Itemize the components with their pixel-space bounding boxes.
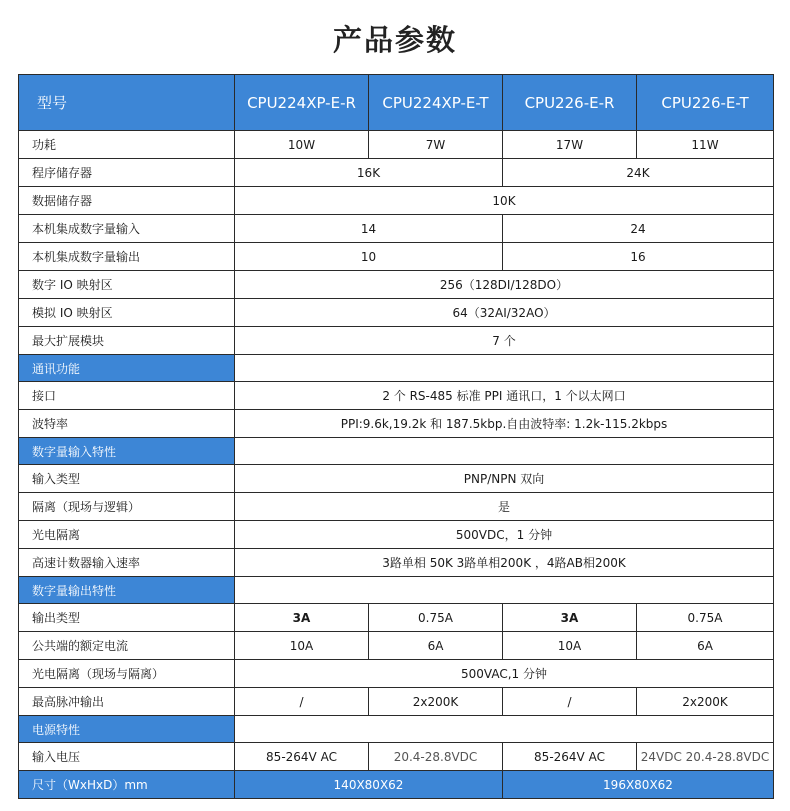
cell-value: 3A bbox=[503, 604, 637, 632]
cell-value: 10A bbox=[235, 632, 369, 660]
cell-value: 2x200K bbox=[637, 688, 774, 716]
cell-value: 196X80X62 bbox=[503, 771, 774, 799]
table-row bbox=[19, 549, 774, 577]
cell-value: PPI:9.6k,19.2k 和 187.5kbp.自由波特率: 1.2k-115.2kbps bbox=[235, 410, 774, 438]
cell-value: 0.75A bbox=[369, 604, 503, 632]
table-row bbox=[19, 243, 774, 271]
header-label: 型号 bbox=[19, 75, 235, 131]
row-label-max-expansion: 最大扩展模块 bbox=[19, 327, 235, 355]
row-label-digital-output: 本机集成数字量输出 bbox=[19, 243, 235, 271]
model-cpu226-e-t: CPU226-E-T bbox=[637, 75, 774, 131]
cell-value: / bbox=[503, 688, 637, 716]
cell-value: 256（128DI/128DO） bbox=[235, 271, 774, 299]
cell-value: 24 bbox=[503, 215, 774, 243]
table-row bbox=[19, 743, 774, 771]
table-row bbox=[19, 493, 774, 521]
cell-value: 7 个 bbox=[235, 327, 774, 355]
page-title: 产品参数 bbox=[332, 23, 457, 57]
section-header-communication bbox=[19, 355, 774, 382]
cell-value: 2 个 RS-485 标准 PPI 通讯口，1 个以太网口 bbox=[235, 382, 774, 410]
table-row-dimensions bbox=[19, 771, 774, 799]
section-header-power bbox=[19, 716, 774, 743]
table-row bbox=[19, 604, 774, 632]
row-label-input-voltage: 输入电压 bbox=[19, 743, 235, 771]
cell-value: 24K bbox=[503, 159, 774, 187]
cell-value: 85-264V AC bbox=[235, 743, 369, 771]
cell-value: 16K bbox=[235, 159, 503, 187]
row-label-dio-map: 数字 IO 映射区 bbox=[19, 271, 235, 299]
cell-value: 64（32AI/32AO） bbox=[235, 299, 774, 327]
table-header-row bbox=[19, 75, 774, 131]
row-label-input-type: 输入类型 bbox=[19, 465, 235, 493]
section-blank bbox=[235, 577, 774, 604]
table-row bbox=[19, 521, 774, 549]
row-label-max-pulse: 最高脉冲输出 bbox=[19, 688, 235, 716]
table-row bbox=[19, 299, 774, 327]
row-label-data-memory: 数据储存器 bbox=[19, 187, 235, 215]
cell-value: 17W bbox=[503, 131, 637, 159]
model-cpu224xp-e-t: CPU224XP-E-T bbox=[369, 75, 503, 131]
cell-value: PNP/NPN 双向 bbox=[235, 465, 774, 493]
model-cpu224xp-e-r: CPU224XP-E-R bbox=[235, 75, 369, 131]
row-label-hsc-rate: 高速计数器输入速率 bbox=[19, 549, 235, 577]
cell-value: 3路单相 50K 3路单相200K ，4路AB相200K bbox=[235, 549, 774, 577]
row-label-common-current: 公共端的额定电流 bbox=[19, 632, 235, 660]
table-row bbox=[19, 410, 774, 438]
table-row bbox=[19, 632, 774, 660]
section-title: 通讯功能 bbox=[19, 355, 235, 382]
row-label-power: 功耗 bbox=[19, 131, 235, 159]
row-label-program-memory: 程序储存器 bbox=[19, 159, 235, 187]
cell-value: 14 bbox=[235, 215, 503, 243]
spec-table bbox=[18, 74, 774, 799]
row-label-interface: 接口 bbox=[19, 382, 235, 410]
table-row bbox=[19, 465, 774, 493]
table-row bbox=[19, 131, 774, 159]
cell-value: 2x200K bbox=[369, 688, 503, 716]
section-title: 电源特性 bbox=[19, 716, 235, 743]
row-label-aio-map: 模拟 IO 映射区 bbox=[19, 299, 235, 327]
table-row bbox=[19, 187, 774, 215]
row-label-output-opto: 光电隔离（现场与隔离） bbox=[19, 660, 235, 688]
table-row bbox=[19, 660, 774, 688]
cell-value: 11W bbox=[637, 131, 774, 159]
cell-value: 7W bbox=[369, 131, 503, 159]
section-header-digital-input bbox=[19, 438, 774, 465]
cell-value: 6A bbox=[369, 632, 503, 660]
cell-value: 500VDC，1 分钟 bbox=[235, 521, 774, 549]
cell-value: 24VDC 20.4-28.8VDC bbox=[637, 743, 774, 771]
cell-value: 500VAC,1 分钟 bbox=[235, 660, 774, 688]
row-label-dimensions: 尺寸（WxHxD）mm bbox=[19, 771, 235, 799]
table-row bbox=[19, 215, 774, 243]
model-cpu226-e-r: CPU226-E-R bbox=[503, 75, 637, 131]
row-label-digital-input: 本机集成数字量输入 bbox=[19, 215, 235, 243]
table-row bbox=[19, 688, 774, 716]
row-label-baud-rate: 波特率 bbox=[19, 410, 235, 438]
cell-value: / bbox=[235, 688, 369, 716]
cell-value: 10A bbox=[503, 632, 637, 660]
cell-value: 20.4-28.8VDC bbox=[369, 743, 503, 771]
section-blank bbox=[235, 716, 774, 743]
section-blank bbox=[235, 438, 774, 465]
table-row bbox=[19, 271, 774, 299]
section-blank bbox=[235, 355, 774, 382]
cell-value: 6A bbox=[637, 632, 774, 660]
section-title: 数字量输入特性 bbox=[19, 438, 235, 465]
row-label-isolation: 隔离（现场与逻辑） bbox=[19, 493, 235, 521]
table-row bbox=[19, 327, 774, 355]
cell-value: 是 bbox=[235, 493, 774, 521]
cell-value: 10 bbox=[235, 243, 503, 271]
cell-value: 10W bbox=[235, 131, 369, 159]
cell-value: 85-264V AC bbox=[503, 743, 637, 771]
section-header-digital-output bbox=[19, 577, 774, 604]
cell-value: 3A bbox=[235, 604, 369, 632]
row-label-opto-isolation: 光电隔离 bbox=[19, 521, 235, 549]
section-title: 数字量输出特性 bbox=[19, 577, 235, 604]
cell-value: 16 bbox=[503, 243, 774, 271]
cell-value: 140X80X62 bbox=[235, 771, 503, 799]
table-row bbox=[19, 159, 774, 187]
cell-value: 10K bbox=[235, 187, 774, 215]
row-label-output-type: 输出类型 bbox=[19, 604, 235, 632]
table-row bbox=[19, 382, 774, 410]
cell-value: 0.75A bbox=[637, 604, 774, 632]
